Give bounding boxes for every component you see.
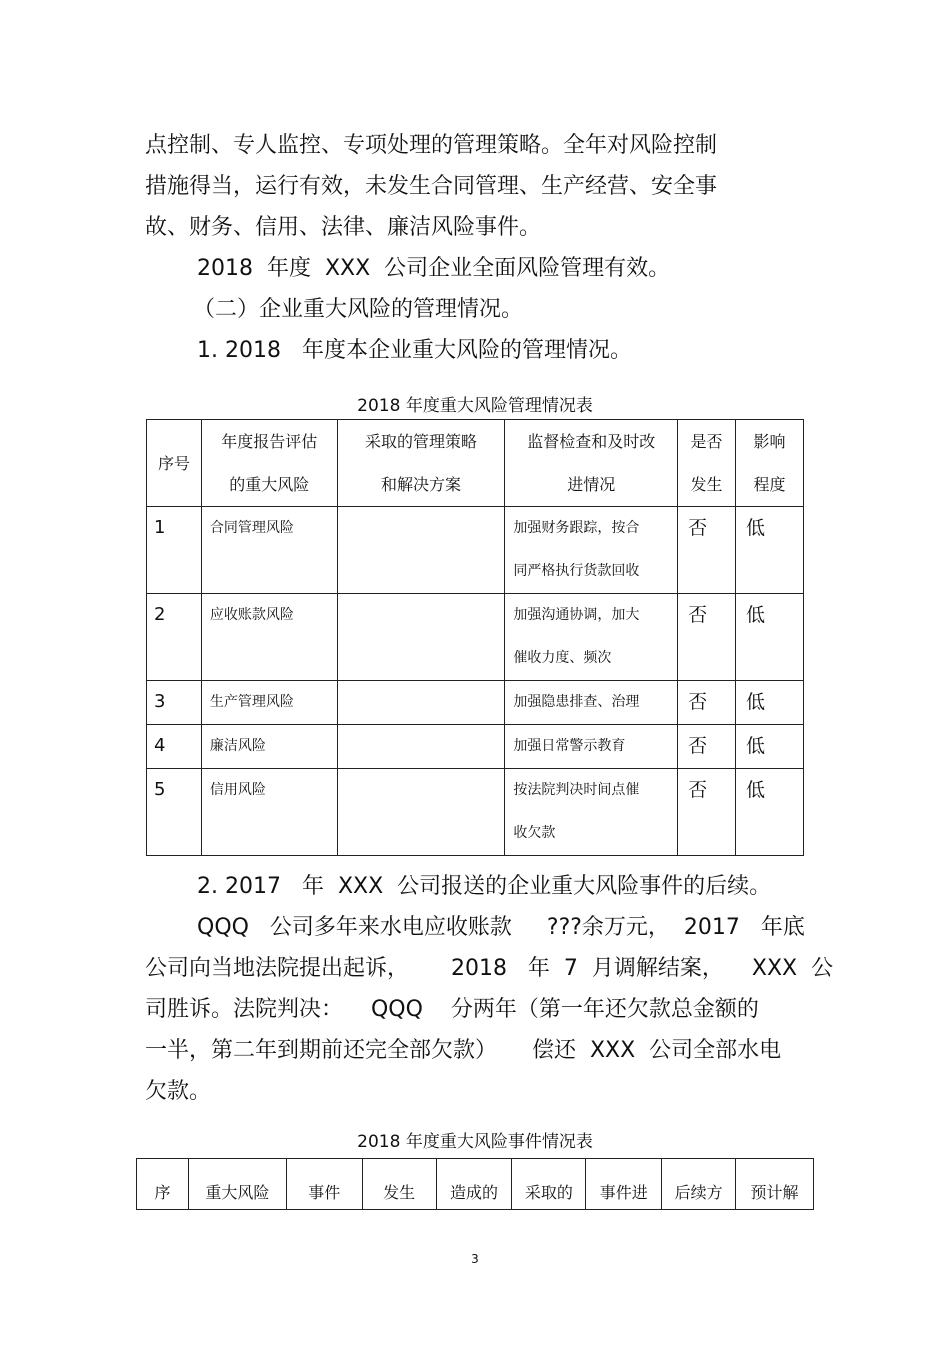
impact-cell: 低 (736, 769, 804, 856)
header-cell: 预计解 (736, 1159, 814, 1210)
check-cell: 加强财务跟踪，按合 同严格执行货款回收 (505, 507, 678, 594)
check-cell: 按法院判决时间点催 收欠款 (505, 769, 678, 856)
body-line: QQQ 公司多年来水电应收账款 ???余万元， 2017 年底 (197, 915, 805, 940)
risk-management-table (146, 419, 804, 856)
intro-line: 措施得当，运行有效，未发生合同管理、生产经营、安全事 (145, 174, 718, 199)
header-cell: 采取的管理策略 和解决方案 (337, 420, 505, 507)
row-number: 5 (147, 769, 202, 856)
impact-cell: 低 (736, 594, 804, 681)
table-row (147, 725, 804, 769)
header-cell: 影响 程度 (736, 420, 804, 507)
check-cell: 加强日常警示教育 (505, 725, 678, 769)
header-cell: 事件进 (586, 1159, 662, 1210)
body-line: 公司向当地法院提出起诉， 2018 年 7 月调解结案， XXX 公 (145, 956, 834, 981)
table2-caption: 2018 年度重大风险事件情况表 (357, 1132, 593, 1152)
occurred-cell: 否 (678, 594, 736, 681)
strategy-cell (337, 681, 505, 725)
header-cell: 序号 (147, 420, 202, 507)
strategy-cell (337, 725, 505, 769)
body-line: 一半，第二年到期前还完全部欠款） 偿还 XXX 公司全部水电 (145, 1038, 782, 1063)
risk-name: 廉洁风险 (201, 725, 337, 769)
subheading-2: 2. 2017 年 XXX 公司报送的企业重大风险事件的后续。 (197, 874, 772, 899)
risk-event-table (136, 1158, 814, 1210)
check-cell: 加强隐患排查、治理 (505, 681, 678, 725)
subheading-1: 1. 2018 年度本企业重大风险的管理情况。 (197, 338, 632, 363)
intro-line: 点控制、专人监控、专项处理的管理策略。全年对风险控制 (145, 133, 718, 158)
table-row (147, 594, 804, 681)
intro-paragraph (145, 125, 807, 371)
row-number: 3 (147, 681, 202, 725)
occurred-cell: 否 (678, 507, 736, 594)
header-cell: 发生 (362, 1159, 436, 1210)
check-cell: 加强沟通协调，加大 催收力度、频次 (505, 594, 678, 681)
impact-cell: 低 (736, 681, 804, 725)
impact-cell: 低 (736, 725, 804, 769)
header-cell: 监督检查和及时改 进情况 (505, 420, 678, 507)
body-line: 司胜诉。法院判决： QQQ 分两年（第一年还欠款总金额的 (145, 997, 759, 1022)
impact-cell: 低 (736, 507, 804, 594)
occurred-cell: 否 (678, 769, 736, 856)
page-number: 3 (471, 1252, 479, 1266)
header-cell: 序 (137, 1159, 189, 1210)
table-row (147, 769, 804, 856)
table-header-row (147, 420, 804, 507)
header-cell: 采取的 (512, 1159, 586, 1210)
header-cell: 重大风险 (188, 1159, 286, 1210)
follow-up-section (145, 866, 834, 1112)
section-heading: （二）企业重大风险的管理情况。 (193, 297, 524, 322)
row-number: 2 (147, 594, 202, 681)
header-cell: 年度报告评估 的重大风险 (201, 420, 337, 507)
occurred-cell: 否 (678, 681, 736, 725)
table1-caption: 2018 年度重大风险管理情况表 (357, 396, 593, 416)
table-row (147, 681, 804, 725)
table-header-row (137, 1159, 814, 1210)
table-row (147, 507, 804, 594)
occurred-cell: 否 (678, 725, 736, 769)
body-line: 欠款。 (145, 1079, 212, 1104)
header-cell: 后续方 (662, 1159, 736, 1210)
risk-name: 合同管理风险 (201, 507, 337, 594)
header-cell: 是否 发生 (678, 420, 736, 507)
row-number: 1 (147, 507, 202, 594)
header-cell: 事件 (286, 1159, 362, 1210)
strategy-cell (337, 507, 505, 594)
header-cell: 造成的 (436, 1159, 512, 1210)
row-number: 4 (147, 725, 202, 769)
risk-name: 信用风险 (201, 769, 337, 856)
intro-line: 故、财务、信用、法律、廉洁风险事件。 (145, 215, 542, 240)
risk-name: 生产管理风险 (201, 681, 337, 725)
risk-name: 应收账款风险 (201, 594, 337, 681)
strategy-cell (337, 769, 505, 856)
statement-line: 2018 年度 XXX 公司企业全面风险管理有效。 (197, 256, 671, 281)
strategy-cell (337, 594, 505, 681)
